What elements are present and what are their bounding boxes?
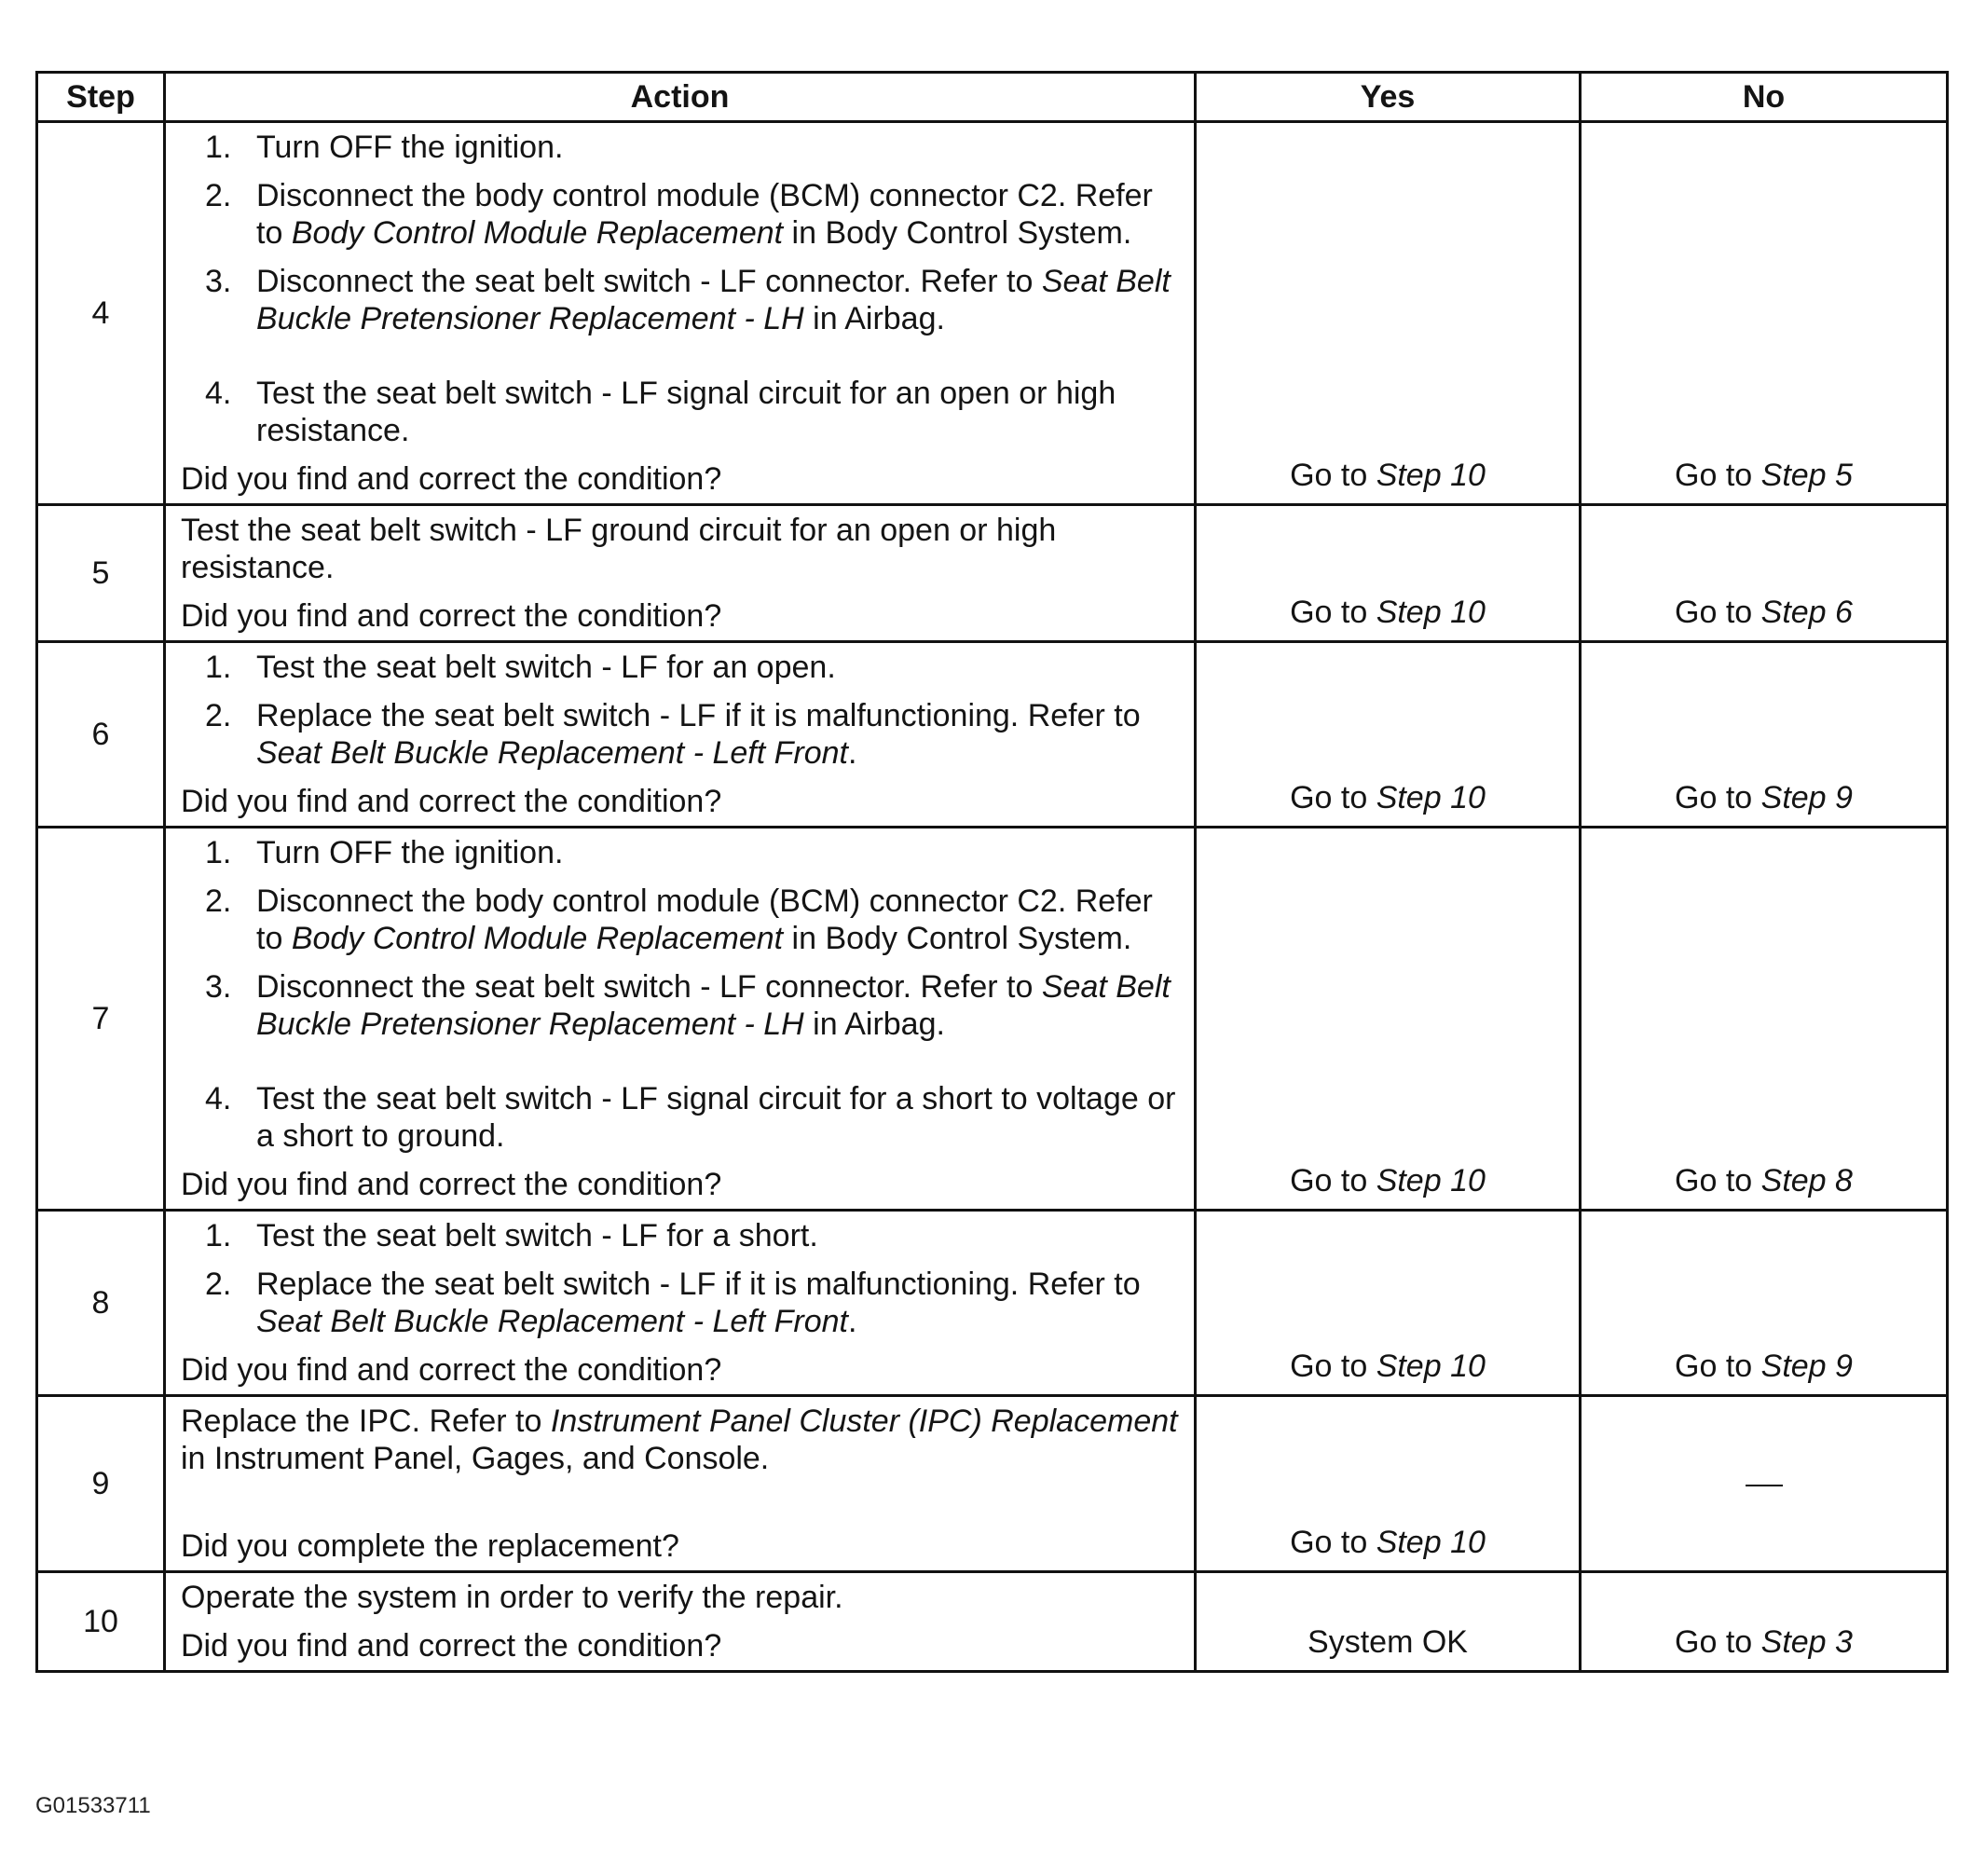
- no-outcome: [1581, 505, 1948, 642]
- reference-link-text: Instrument Panel Cluster (IPC) Replacement: [550, 1404, 1178, 1439]
- action-step-number: 1.: [205, 835, 232, 870]
- action-steps-list: [181, 129, 1183, 449]
- action-step-item: [181, 1080, 1183, 1155]
- text-segment: Disconnect the seat belt switch - LF connector. Refer to: [256, 969, 1042, 1005]
- action-step-item: [181, 883, 1183, 957]
- step-number: 8: [37, 1211, 165, 1396]
- yes-outcome-text: Go to: [1290, 780, 1376, 815]
- action-step-item: [181, 968, 1183, 1043]
- reference-link-text: Seat Belt Buckle Pretensioner Replacement - LH: [256, 264, 1171, 336]
- yes-outcome-step-ref: Step 10: [1376, 1349, 1486, 1384]
- table-row: [37, 505, 1948, 642]
- reference-link-text: Body Control Module Replacement: [291, 921, 784, 956]
- text-segment: Disconnect the seat belt switch - LF connector. Refer to: [256, 264, 1042, 299]
- text-segment: in Body Control System.: [783, 921, 1132, 956]
- reference-link-text: Body Control Module Replacement: [291, 215, 784, 251]
- action-question: Did you find and correct the condition?: [181, 1352, 722, 1388]
- action-step-item: [181, 834, 1183, 871]
- text-segment: in Instrument Panel, Gages, and Console.: [181, 1441, 770, 1476]
- action-step-item: [181, 1266, 1183, 1340]
- no-outcome-text: Go to: [1675, 595, 1761, 630]
- no-outcome-text: Go to: [1675, 1624, 1761, 1660]
- no-outcome: [1581, 122, 1948, 505]
- action-step-number: 2.: [205, 178, 232, 213]
- header-action: Action: [165, 73, 1196, 122]
- no-outcome: [1581, 1572, 1948, 1672]
- yes-outcome: [1196, 505, 1581, 642]
- step-number: 10: [37, 1572, 165, 1672]
- text-segment: in Body Control System.: [783, 215, 1132, 251]
- text-segment: Replace the seat belt switch - LF if it is malfunctioning. Refer to: [256, 1267, 1141, 1302]
- no-outcome: [1581, 1211, 1948, 1396]
- yes-outcome: [1196, 828, 1581, 1211]
- text-segment: Test the seat belt switch - LF for a short.: [256, 1218, 818, 1253]
- action-question: Did you find and correct the condition?: [181, 1167, 722, 1202]
- action-step-number: 1.: [205, 1218, 232, 1253]
- step-number: 4: [37, 122, 165, 505]
- action-step-item: [181, 177, 1183, 252]
- yes-outcome: [1196, 1396, 1581, 1572]
- action-step-number: 4.: [205, 1081, 232, 1116]
- action-cell: [165, 505, 1196, 642]
- action-step-number: 2.: [205, 883, 232, 919]
- action-question: Did you complete the replacement?: [181, 1528, 679, 1564]
- text-segment: .: [847, 735, 857, 771]
- action-cell: [165, 1211, 1196, 1396]
- yes-outcome-step-ref: Step 10: [1376, 595, 1486, 630]
- no-outcome-step-ref: Step 6: [1760, 595, 1853, 630]
- yes-outcome-text: Go to: [1290, 1525, 1376, 1560]
- action-question: Did you find and correct the condition?: [181, 461, 722, 497]
- reference-link-text: Seat Belt Buckle Replacement - Left Front: [256, 1304, 848, 1339]
- action-paragraph: [181, 1579, 1183, 1616]
- action-paragraph: [181, 1403, 1183, 1477]
- step-number: 7: [37, 828, 165, 1211]
- action-step-number: 3.: [205, 264, 232, 299]
- step-number: 6: [37, 642, 165, 828]
- text-segment: Turn OFF the ignition.: [256, 835, 564, 870]
- no-outcome-step-ref: Step 9: [1760, 1349, 1853, 1384]
- no-outcome-step-ref: Step 5: [1760, 458, 1853, 493]
- yes-outcome-text: System OK: [1308, 1624, 1468, 1660]
- header-yes: Yes: [1196, 73, 1581, 122]
- action-step-number: 2.: [205, 1267, 232, 1302]
- action-question: Did you find and correct the condition?: [181, 598, 722, 634]
- action-paragraph: [181, 512, 1183, 586]
- text-segment: Test the seat belt switch - LF for an open.: [256, 650, 836, 685]
- header-step: Step: [37, 73, 165, 122]
- text-segment: Disconnect the body control module (BCM) connector C2. Refer to: [256, 883, 1153, 956]
- action-step-number: 2.: [205, 698, 232, 733]
- text-segment: Test the seat belt switch - LF signal circuit for a short to voltage or a short to ground.: [256, 1081, 1176, 1154]
- figure-id: G01533711: [35, 1793, 151, 1818]
- action-cell: [165, 642, 1196, 828]
- step-number: 5: [37, 505, 165, 642]
- yes-outcome: [1196, 122, 1581, 505]
- yes-outcome: [1196, 1211, 1581, 1396]
- action-steps-list: [181, 834, 1183, 1155]
- text-segment: Disconnect the body control module (BCM) connector C2. Refer to: [256, 178, 1153, 251]
- action-steps-list: [181, 649, 1183, 772]
- no-outcome-step-ref: Step 9: [1760, 780, 1853, 815]
- table-row: [37, 642, 1948, 828]
- text-segment: Test the seat belt switch - LF signal circuit for an open or high resistance.: [256, 376, 1116, 448]
- yes-outcome: [1196, 1572, 1581, 1672]
- action-step-number: 3.: [205, 969, 232, 1005]
- action-step-number: 4.: [205, 376, 232, 411]
- no-outcome-text: Go to: [1675, 458, 1761, 493]
- text-segment: Test the seat belt switch - LF ground circuit for an open or high resistance.: [181, 513, 1057, 585]
- header-row: [37, 73, 1948, 122]
- no-outcome: [1581, 642, 1948, 828]
- diagnostic-table: [35, 71, 1949, 1673]
- reference-link-text: Seat Belt Buckle Replacement - Left Front: [256, 735, 848, 771]
- action-step-item: [181, 375, 1183, 449]
- action-cell: [165, 1396, 1196, 1572]
- text-segment: Turn OFF the ignition.: [256, 130, 564, 165]
- action-step-number: 1.: [205, 130, 232, 165]
- no-outcome-text: Go to: [1675, 1349, 1761, 1384]
- table-header: [37, 73, 1948, 122]
- table-row: [37, 1396, 1948, 1572]
- yes-outcome: [1196, 642, 1581, 828]
- no-outcome-step-ref: Step 3: [1760, 1624, 1853, 1660]
- action-step-item: [181, 129, 1183, 166]
- yes-outcome-text: Go to: [1290, 458, 1376, 493]
- action-question: Did you find and correct the condition?: [181, 784, 722, 819]
- header-no: No: [1581, 73, 1948, 122]
- no-outcome-text: Go to: [1675, 1163, 1761, 1198]
- action-step-item: [181, 1217, 1183, 1254]
- action-cell: [165, 1572, 1196, 1672]
- action-step-item: [181, 697, 1183, 772]
- action-step-number: 1.: [205, 650, 232, 685]
- yes-outcome-step-ref: Step 10: [1376, 780, 1486, 815]
- action-question: Did you find and correct the condition?: [181, 1628, 722, 1664]
- text-segment: .: [847, 1304, 857, 1339]
- table-body: [37, 122, 1948, 1672]
- text-segment: Operate the system in order to verify the repair.: [181, 1580, 843, 1615]
- action-cell: [165, 828, 1196, 1211]
- text-segment: in Airbag.: [803, 1006, 945, 1042]
- action-step-item: [181, 649, 1183, 686]
- yes-outcome-step-ref: Step 10: [1376, 458, 1486, 493]
- action-steps-list: [181, 1217, 1183, 1340]
- yes-outcome-text: Go to: [1290, 1163, 1376, 1198]
- text-segment: Replace the seat belt switch - LF if it is malfunctioning. Refer to: [256, 698, 1141, 733]
- no-outcome-text: Go to: [1675, 780, 1761, 815]
- reference-link-text: Seat Belt Buckle Pretensioner Replacement - LH: [256, 969, 1171, 1042]
- no-outcome: [1581, 828, 1948, 1211]
- table-row: [37, 122, 1948, 505]
- step-number: 9: [37, 1396, 165, 1572]
- yes-outcome-step-ref: Step 10: [1376, 1163, 1486, 1198]
- yes-outcome-step-ref: Step 10: [1376, 1525, 1486, 1560]
- text-segment: in Airbag.: [803, 301, 945, 336]
- no-outcome-step-ref: Step 8: [1760, 1163, 1853, 1198]
- table-row: [37, 1211, 1948, 1396]
- action-cell: [165, 122, 1196, 505]
- action-step-item: [181, 263, 1183, 337]
- yes-outcome-text: Go to: [1290, 595, 1376, 630]
- table-row: [37, 828, 1948, 1211]
- no-outcome: [1581, 1396, 1948, 1572]
- yes-outcome-text: Go to: [1290, 1349, 1376, 1384]
- table-row: [37, 1572, 1948, 1672]
- no-outcome-dash: [1746, 1485, 1783, 1486]
- text-segment: Replace the IPC. Refer to: [181, 1404, 551, 1439]
